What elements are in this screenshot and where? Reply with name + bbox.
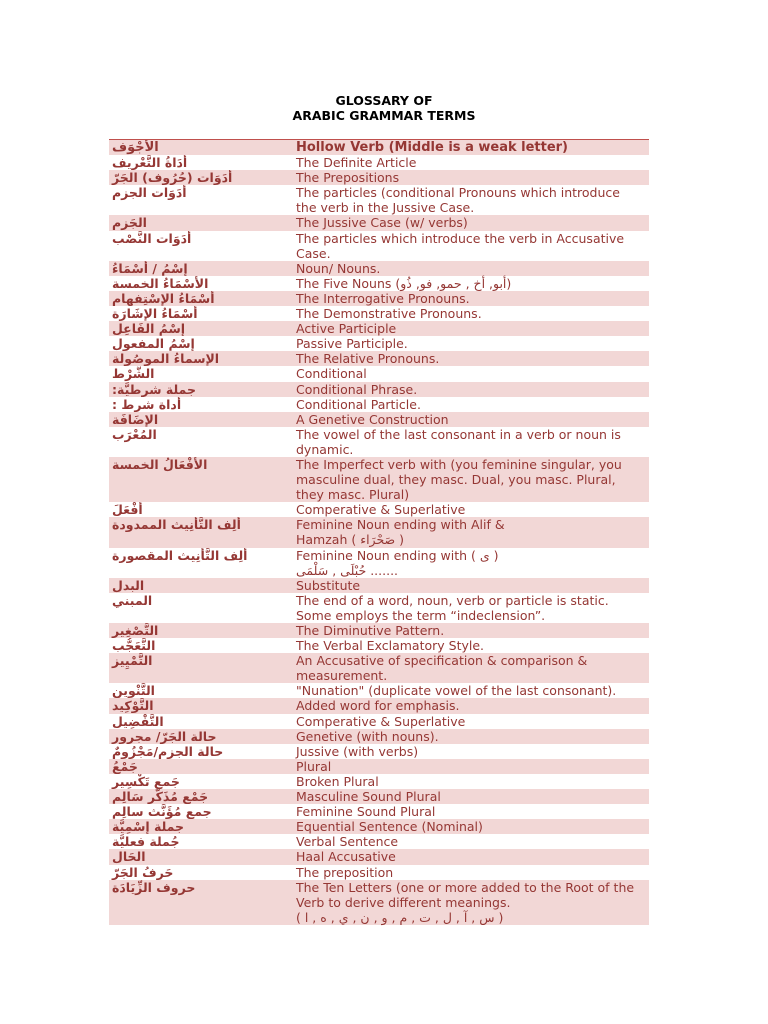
glossary-row bbox=[109, 729, 649, 744]
english-definition: Conditional bbox=[296, 366, 367, 382]
english-definition: Comperative & Superlative bbox=[296, 713, 466, 729]
arabic-term: المبني bbox=[112, 592, 153, 608]
english-definition: Active Participle bbox=[296, 321, 397, 337]
glossary-row bbox=[109, 336, 649, 351]
arabic-term: جملة إسْمِيَّة bbox=[112, 819, 185, 835]
arabic-term: الإسماءُ الموصُولة bbox=[112, 351, 220, 367]
english-definition: The Definite Article bbox=[296, 155, 417, 171]
english-definition: Passive Participle. bbox=[296, 336, 408, 352]
glossary-row bbox=[109, 653, 649, 683]
arabic-term: أَدَاةُ التَّعْرِيف bbox=[112, 155, 188, 171]
arabic-term: الجَزم bbox=[112, 215, 147, 231]
arabic-term: أَلِف التَّأْنِيث الممدودة bbox=[112, 517, 241, 533]
arabic-term: المُعْرَب bbox=[112, 426, 157, 442]
english-definition: The Imperfect verb with (you feminine singular, you masculine dual, they masc. Dual, you masc. Plural, they masc. Plural) bbox=[296, 456, 622, 503]
english-definition: The Diminutive Pattern. bbox=[296, 623, 445, 638]
arabic-term: جمع مُؤَنَّث سالِم bbox=[112, 804, 212, 820]
english-definition: The Demonstrative Pronouns. bbox=[296, 306, 482, 322]
arabic-term: جَمع تَكْسِير bbox=[112, 773, 180, 789]
glossary-row bbox=[109, 276, 649, 291]
glossary-table bbox=[109, 139, 649, 925]
arabic-term: التَّنْوِين bbox=[112, 683, 155, 699]
arabic-term: حروف الزِّيَادَة bbox=[112, 879, 196, 895]
glossary-row bbox=[109, 714, 649, 729]
english-definition: Broken Plural bbox=[296, 773, 379, 789]
glossary-row bbox=[109, 593, 649, 623]
english-definition: The Prepositions bbox=[296, 170, 400, 186]
arabic-term: أداة شرط : bbox=[112, 396, 182, 412]
glossary-row bbox=[109, 683, 649, 698]
english-definition: The particles (conditional Pronouns which introduce the verb in the Jussive Case. bbox=[296, 185, 620, 216]
glossary-row bbox=[109, 623, 649, 638]
english-definition: Comperative & Superlative bbox=[296, 502, 466, 518]
title-line-2: ARABIC GRAMMAR TERMS bbox=[292, 108, 476, 123]
glossary-row bbox=[109, 502, 649, 517]
arabic-term: جَمْع مُذَكَّر سَالِم bbox=[112, 789, 209, 805]
arabic-term: أَسْمَاءُ الإشَارَة bbox=[112, 306, 198, 322]
glossary-row bbox=[109, 291, 649, 306]
english-definition: Equential Sentence (Nominal) bbox=[296, 819, 483, 835]
english-definition: The particles which introduce the verb in Accusative Case. bbox=[296, 230, 625, 261]
arabic-term: أَسْمَاءُ الإسْتِفهام bbox=[112, 290, 215, 306]
english-definition: The Verbal Exclamatory Style. bbox=[296, 638, 485, 654]
arabic-term: الأجْوَف bbox=[112, 140, 159, 155]
english-definition: The Five Nouns (أبو, أخ , حمو, فو, ذُو) bbox=[296, 275, 512, 291]
glossary-row bbox=[109, 231, 649, 261]
glossary-row bbox=[109, 261, 649, 276]
english-definition: Haal Accusative bbox=[296, 849, 396, 865]
arabic-term: حالة الجَرّ/ مجرور bbox=[112, 728, 217, 744]
arabic-term: التَّمْيِيز bbox=[112, 653, 153, 669]
glossary-row bbox=[109, 457, 649, 502]
glossary-row bbox=[109, 185, 649, 215]
english-definition: Genetive (with nouns). bbox=[296, 728, 439, 744]
glossary-row bbox=[109, 548, 649, 578]
arabic-term: البدل bbox=[112, 577, 145, 593]
arabic-term: إسْمُ المفعول bbox=[112, 336, 195, 352]
glossary-row bbox=[109, 819, 649, 834]
glossary-row bbox=[109, 382, 649, 397]
arabic-term: التَّصْغِير bbox=[112, 623, 159, 638]
english-definition: The Jussive Case (w/ verbs) bbox=[296, 215, 468, 231]
english-definition: "Nunation" (duplicate vowel of the last consonant). bbox=[296, 683, 617, 699]
glossary-row bbox=[109, 774, 649, 789]
english-definition: The Ten Letters (one or more added to the Root of the Verb to derive different meanings. ( س , آ , ل , ت , م , و , ن , ي , ه , ا ) bbox=[296, 879, 635, 925]
glossary-row bbox=[109, 834, 649, 849]
arabic-term: التَّعَجُّب bbox=[112, 638, 156, 654]
arabic-term: أَلِف التَّأْنِيث المقصورة bbox=[112, 547, 248, 563]
arabic-term: حَرفُ الجَرّ bbox=[112, 864, 174, 880]
glossary-row bbox=[109, 321, 649, 336]
arabic-term: التَّفْضِيل bbox=[112, 713, 164, 729]
english-definition: Jussive (with verbs) bbox=[296, 743, 419, 759]
arabic-term: الأَسْمَاءُ الخمسة bbox=[112, 275, 209, 291]
english-definition: Plural bbox=[296, 758, 332, 774]
english-definition: A Genetive Construction bbox=[296, 411, 449, 427]
glossary-row bbox=[109, 517, 649, 547]
arabic-term: الإضَافَة bbox=[112, 411, 159, 427]
glossary-row bbox=[109, 427, 649, 457]
glossary-row bbox=[109, 397, 649, 412]
english-definition: Conditional Phrase. bbox=[296, 381, 418, 397]
arabic-term: الحَال bbox=[112, 849, 146, 865]
english-definition: Verbal Sentence bbox=[296, 834, 399, 850]
glossary-row bbox=[109, 140, 649, 155]
english-definition: Conditional Particle. bbox=[296, 396, 421, 412]
english-definition: Noun/ Nouns. bbox=[296, 260, 381, 276]
english-definition: Substitute bbox=[296, 577, 361, 593]
english-definition: Hollow Verb (Middle is a weak letter) bbox=[296, 140, 569, 155]
arabic-term: حالة الجزم/مَجْزُومٌ bbox=[112, 743, 224, 759]
glossary-row bbox=[109, 170, 649, 185]
glossary-row bbox=[109, 744, 649, 759]
arabic-term: جملة شرطيَّة: bbox=[112, 381, 196, 397]
english-definition: Feminine Noun ending with ( ى ) حُبْلَى , سَلْمَى ....... bbox=[296, 547, 499, 578]
glossary-row bbox=[109, 155, 649, 170]
glossary-row bbox=[109, 366, 649, 381]
glossary-row bbox=[109, 698, 649, 713]
arabic-term: أدَوَات الجزم bbox=[112, 185, 187, 201]
english-definition: Feminine Noun ending with Alif & Hamzah ( صَحْرَاء ) bbox=[296, 517, 505, 548]
glossary-row bbox=[109, 880, 649, 925]
glossary-row bbox=[109, 351, 649, 366]
arabic-term: جُملة فعليَّة bbox=[112, 834, 180, 850]
title-line-1: GLOSSARY OF bbox=[335, 93, 433, 108]
arabic-term: أَدَوَات (حُرُوف) الجَرّ bbox=[112, 170, 233, 186]
arabic-term: التَّوْكِيد bbox=[112, 698, 154, 714]
arabic-term: أَفْعَلَ bbox=[112, 502, 143, 518]
glossary-row bbox=[109, 849, 649, 864]
english-definition: The vowel of the last consonant in a verb or noun is dynamic. bbox=[296, 426, 621, 457]
arabic-term: الأَفْعَالُ الخمسة bbox=[112, 456, 208, 472]
document-title bbox=[0, 93, 768, 123]
arabic-term: إسْمُ الفَاعِل bbox=[112, 321, 186, 337]
glossary-row bbox=[109, 759, 649, 774]
english-definition: Masculine Sound Plural bbox=[296, 789, 441, 805]
arabic-term: إسْمُ / أَسْمَاءُ bbox=[112, 260, 188, 276]
glossary-row bbox=[109, 789, 649, 804]
glossary-row bbox=[109, 638, 649, 653]
english-definition: The preposition bbox=[296, 864, 394, 880]
glossary-row bbox=[109, 215, 649, 230]
glossary-row bbox=[109, 804, 649, 819]
arabic-term: أدَوَات النَّصْب bbox=[112, 230, 192, 246]
arabic-term: جَمْعُ bbox=[112, 758, 138, 774]
english-definition: Feminine Sound Plural bbox=[296, 804, 436, 820]
english-definition: Added word for emphasis. bbox=[296, 698, 460, 714]
glossary-row bbox=[109, 578, 649, 593]
arabic-term: الشَّرْط bbox=[112, 366, 155, 382]
glossary-row bbox=[109, 306, 649, 321]
english-definition: The Interrogative Pronouns. bbox=[296, 290, 470, 306]
glossary-row bbox=[109, 865, 649, 880]
glossary-row bbox=[109, 412, 649, 427]
english-definition: An Accusative of specification & comparison & measurement. bbox=[296, 653, 588, 684]
english-definition: The Relative Pronouns. bbox=[296, 351, 440, 367]
english-definition: The end of a word, noun, verb or particle is static. Some employs the term “indeclension”. bbox=[296, 592, 609, 623]
